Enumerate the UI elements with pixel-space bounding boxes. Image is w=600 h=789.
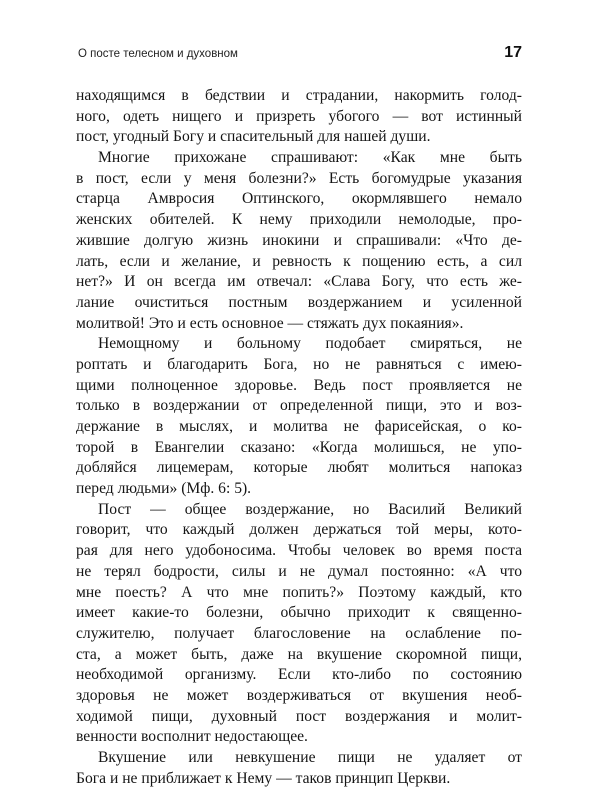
text-line: служителю, получает благословение на ослабление по- — [76, 624, 522, 642]
running-header — [78, 44, 522, 68]
running-title: О посте телесном и духовном — [78, 48, 238, 60]
text-line: лать, если и желание, и ревность к пощению есть, а сил — [76, 252, 522, 270]
paragraph — [76, 334, 522, 500]
text-line: мне поесть? А что мне попить?» Поэтому каждый, кто — [76, 583, 522, 601]
text-line: Вкушение или невкушение пищи не удаляет от — [98, 749, 522, 766]
text-line: ного, одеть нищего и призреть убогого — вот истинный — [76, 107, 522, 125]
paragraph — [76, 148, 522, 334]
text-line: Немощному и больному подобает смиряться, не — [98, 335, 522, 353]
text-line: Пост — общее воздержание, но Василий Великий — [98, 500, 522, 518]
text-line: венности восполнит недостающее. — [76, 728, 308, 746]
text-line: говорит, что каждый должен держаться той меры, кото- — [76, 521, 522, 539]
paragraph — [76, 86, 522, 148]
text-line: перед людьми» (Мф. 6: 5). — [76, 480, 252, 498]
text-line: ходимой пищи, духовный пост воздержания и молит- — [76, 707, 522, 725]
text-line: ста, а может быть, даже на вкушение скоромной пищи, — [76, 645, 522, 663]
text-line: необходимой организму. Если кто-либо по состоянию — [76, 666, 522, 684]
text-line: старца Амвросия Оптинского, окормлявшего немало — [76, 190, 522, 208]
text-line: не терял бодрости, силы и не думал постоянно: «А что — [76, 562, 522, 580]
paragraph — [76, 500, 522, 748]
text-line: пост, угодный Богу и спасительный для нашей души. — [76, 128, 431, 146]
text-line: щими полноценное здоровье. Ведь пост проявляется не — [76, 376, 522, 394]
text-line: роптать и благодарить Бога, но не равняться с имею- — [76, 355, 522, 373]
text-line: Многие прихожане спрашивают: «Как мне быть — [98, 149, 522, 167]
text-line: лание очиститься постным воздержанием и усиленной — [76, 293, 522, 311]
page-number: 17 — [504, 44, 522, 61]
text-line: держание в мыслях, и молитва не фарисейская, о ко- — [76, 418, 522, 435]
text-line: здоровья не может воздерживаться от вкушения необ- — [76, 686, 522, 704]
text-line: Бога и не приближает к Нему — таков принцип Церкви. — [76, 769, 451, 787]
text-line: жившие долгую жизнь инокини и спрашивали: «Что де- — [76, 231, 522, 249]
text-line: в пост, если у меня болезни?» Есть богомудрые указания — [76, 169, 522, 187]
text-line: торой в Евангелии сказано: «Когда молишься, не упо- — [76, 438, 522, 456]
paragraph — [76, 748, 522, 789]
text-line: имеет какие-то болезни, обычно приходит к священно- — [76, 604, 522, 622]
text-line: женских обителей. К нему приходили немолодые, про- — [76, 211, 522, 229]
text-line: добляйся лицемерам, которые любят молиться напоказ — [76, 459, 522, 477]
text-line: рая для него удобоносима. Чтобы человек во время поста — [76, 542, 522, 560]
text-line: нет?» И он всегда им отвечал: «Слава Богу, что есть же- — [76, 273, 522, 291]
text-line: только в воздержании от определенной пищи, это и воз- — [76, 397, 522, 415]
page-body-text — [76, 86, 522, 789]
text-line: молитвой! Это и есть основное — стяжать дух покаяния». — [76, 314, 464, 332]
text-line: находящимся в бедствии и страдании, накормить голод- — [76, 87, 522, 104]
